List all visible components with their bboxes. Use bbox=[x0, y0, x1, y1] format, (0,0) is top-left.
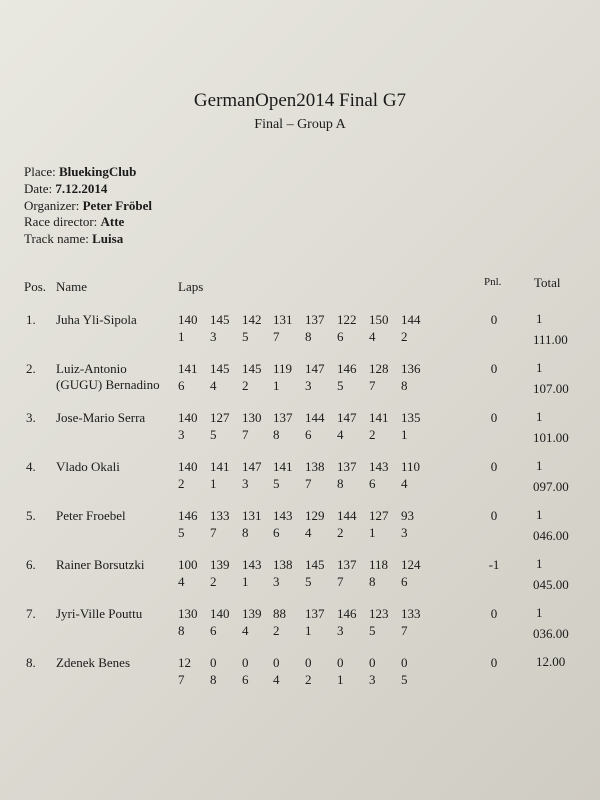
lap-count: 144 bbox=[401, 312, 421, 327]
heat-rank: 7 bbox=[242, 427, 249, 442]
lap-count: 0 bbox=[369, 655, 376, 670]
lap-count: 137 bbox=[305, 312, 325, 327]
driver-name-line1: Jose-Mario Serra bbox=[56, 410, 146, 425]
lap-count: 137 bbox=[273, 410, 293, 425]
heat-rank: 7 bbox=[273, 329, 280, 344]
column-header-penalty: Pnl. bbox=[484, 276, 502, 288]
lap-count: 135 bbox=[401, 410, 421, 425]
position: 6. bbox=[26, 557, 36, 572]
heat-rank: 3 bbox=[273, 574, 280, 589]
heat-rank: 6 bbox=[369, 476, 376, 491]
heat-rank: 3 bbox=[242, 476, 249, 491]
lap-count: 131 bbox=[242, 508, 262, 523]
penalty: 0 bbox=[490, 361, 498, 376]
heat-rank: 5 bbox=[337, 378, 344, 393]
lap-count: 138 bbox=[273, 557, 293, 572]
heat-rank: 2 bbox=[210, 574, 217, 589]
driver-name bbox=[56, 606, 142, 622]
lap-count: 137 bbox=[337, 459, 357, 474]
heat-rank: 6 bbox=[401, 574, 408, 589]
heat-rank: 5 bbox=[242, 329, 249, 344]
track-label: Track name: bbox=[24, 231, 89, 247]
heat-rank: 7 bbox=[305, 476, 312, 491]
penalty: 0 bbox=[490, 508, 498, 523]
total-secondary: 097.00 bbox=[533, 479, 569, 494]
lap-count: 123 bbox=[369, 606, 389, 621]
lap-count: 12 bbox=[178, 655, 191, 670]
heat-rank: 8 bbox=[369, 574, 376, 589]
heat-rank: 1 bbox=[273, 378, 280, 393]
lap-count: 141 bbox=[273, 459, 293, 474]
lap-count: 88 bbox=[273, 606, 286, 621]
heat-rank: 1 bbox=[337, 672, 344, 687]
total-primary: 1 bbox=[536, 458, 543, 473]
lap-count: 138 bbox=[305, 459, 325, 474]
driver-name-line1: Luiz-Antonio bbox=[56, 361, 127, 376]
lap-count: 0 bbox=[305, 655, 312, 670]
heat-rank: 6 bbox=[305, 427, 312, 442]
page-subtitle: Final – Group A bbox=[254, 117, 346, 132]
heat-rank: 4 bbox=[369, 329, 376, 344]
heat-rank: 1 bbox=[369, 525, 376, 540]
lap-count: 118 bbox=[369, 557, 389, 572]
heat-rank: 6 bbox=[178, 378, 185, 393]
lap-count: 137 bbox=[305, 606, 325, 621]
heat-rank: 7 bbox=[369, 378, 376, 393]
heat-rank: 5 bbox=[273, 476, 280, 491]
driver-name bbox=[56, 361, 160, 393]
heat-rank: 2 bbox=[401, 329, 408, 344]
lap-count: 93 bbox=[401, 508, 414, 523]
lap-count: 0 bbox=[401, 655, 408, 670]
lap-count: 124 bbox=[401, 557, 421, 572]
driver-name-line1: Rainer Borsutzki bbox=[56, 557, 145, 572]
total-primary: 1 bbox=[536, 360, 543, 375]
heat-rank: 3 bbox=[178, 427, 185, 442]
total-primary: 1 bbox=[536, 556, 543, 571]
date-label: Date: bbox=[24, 180, 53, 196]
track-value: Luisa bbox=[92, 231, 124, 247]
driver-name-line2: (GUGU) Bernadino bbox=[56, 377, 160, 392]
lap-count: 144 bbox=[337, 508, 357, 523]
heat-rank: 7 bbox=[210, 525, 217, 540]
heat-rank: 4 bbox=[305, 525, 312, 540]
lap-count: 146 bbox=[178, 508, 198, 523]
heat-rank: 8 bbox=[401, 378, 408, 393]
position: 5. bbox=[26, 508, 36, 523]
heat-rank: 2 bbox=[242, 378, 249, 393]
page-title: GermanOpen2014 Final G7 bbox=[193, 90, 407, 111]
lap-count: 145 bbox=[210, 361, 230, 376]
lap-count: 130 bbox=[242, 410, 262, 425]
heat-rank: 8 bbox=[305, 329, 312, 344]
total-secondary: 036.00 bbox=[533, 626, 569, 641]
director-label: Race director: bbox=[24, 214, 98, 230]
heat-rank: 2 bbox=[178, 476, 185, 491]
heat-rank: 5 bbox=[210, 427, 217, 442]
column-header-pos: Pos. bbox=[24, 279, 47, 294]
lap-count: 140 bbox=[178, 312, 198, 327]
heat-rank: 4 bbox=[242, 623, 249, 638]
organizer-value: Peter Fröbel bbox=[82, 197, 153, 213]
lap-count: 136 bbox=[401, 361, 421, 376]
driver-name bbox=[56, 459, 120, 475]
place-row bbox=[24, 164, 152, 181]
total-secondary: 111.00 bbox=[533, 332, 568, 347]
heat-rank: 8 bbox=[178, 623, 185, 638]
lap-count: 128 bbox=[369, 361, 389, 376]
date-row bbox=[24, 181, 152, 198]
heat-rank: 4 bbox=[337, 427, 344, 442]
place-label: Place: bbox=[24, 164, 56, 179]
lap-count: 147 bbox=[337, 410, 357, 425]
lap-count: 141 bbox=[178, 361, 198, 376]
driver-name bbox=[56, 508, 126, 524]
heat-rank: 6 bbox=[242, 672, 249, 687]
position: 2. bbox=[26, 361, 36, 376]
lap-count: 0 bbox=[337, 655, 344, 670]
position: 8. bbox=[26, 655, 36, 670]
lap-count: 0 bbox=[210, 655, 217, 670]
driver-name-line1: Juha Yli-Sipola bbox=[56, 312, 137, 327]
lap-count: 133 bbox=[210, 508, 230, 523]
heat-rank: 8 bbox=[337, 476, 344, 491]
lap-count: 133 bbox=[401, 606, 421, 621]
total-primary: 1 bbox=[536, 409, 543, 424]
total-secondary: 045.00 bbox=[533, 577, 569, 592]
lap-count: 129 bbox=[305, 508, 325, 523]
driver-name bbox=[56, 312, 137, 328]
track-row bbox=[24, 231, 152, 248]
lap-count: 139 bbox=[242, 606, 262, 621]
lap-count: 140 bbox=[178, 459, 198, 474]
column-header-name: Name bbox=[56, 279, 88, 294]
lap-count: 110 bbox=[401, 459, 421, 474]
driver-name bbox=[56, 410, 145, 426]
lap-count: 141 bbox=[369, 410, 389, 425]
total-primary: 1 bbox=[536, 311, 543, 326]
heat-rank: 1 bbox=[305, 623, 312, 638]
heat-rank: 5 bbox=[369, 623, 376, 638]
penalty: 0 bbox=[490, 655, 498, 670]
lap-count: 147 bbox=[242, 459, 262, 474]
lap-count: 130 bbox=[178, 606, 198, 621]
heat-rank: 5 bbox=[305, 574, 312, 589]
lap-count: 150 bbox=[369, 312, 389, 327]
heat-rank: 1 bbox=[242, 574, 249, 589]
driver-name bbox=[56, 557, 144, 573]
position: 1. bbox=[26, 312, 36, 327]
lap-count: 131 bbox=[273, 312, 293, 327]
director-value: Atte bbox=[100, 214, 125, 230]
lap-count: 140 bbox=[178, 410, 198, 425]
heat-rank: 5 bbox=[401, 672, 408, 687]
heat-rank: 2 bbox=[369, 427, 376, 442]
date-value: 7.12.2014 bbox=[55, 180, 108, 196]
position: 7. bbox=[26, 606, 36, 621]
heat-rank: 2 bbox=[337, 525, 344, 540]
total-secondary: 101.00 bbox=[533, 430, 569, 445]
driver-name bbox=[56, 655, 130, 671]
lap-count: 143 bbox=[369, 459, 389, 474]
total-primary: 12.00 bbox=[536, 654, 566, 669]
heat-rank: 4 bbox=[401, 476, 408, 491]
lap-count: 140 bbox=[210, 606, 230, 621]
lap-count: 145 bbox=[210, 312, 230, 327]
heat-rank: 1 bbox=[210, 476, 217, 491]
column-header-laps: Laps bbox=[178, 279, 204, 294]
total-primary: 1 bbox=[536, 605, 543, 620]
heat-rank: 2 bbox=[273, 623, 280, 638]
heat-rank: 6 bbox=[337, 329, 344, 344]
heat-rank: 8 bbox=[273, 427, 280, 442]
heat-rank: 3 bbox=[369, 672, 376, 687]
organizer-label: Organizer: bbox=[24, 197, 80, 213]
organizer-row bbox=[24, 198, 152, 215]
lap-count: 147 bbox=[305, 361, 325, 376]
penalty: 0 bbox=[490, 459, 498, 474]
heat-rank: 6 bbox=[210, 623, 217, 638]
heat-rank: 3 bbox=[305, 378, 312, 393]
driver-name-line1: Jyri-Ville Pouttu bbox=[56, 606, 143, 621]
heat-rank: 1 bbox=[178, 329, 185, 344]
total-secondary: 107.00 bbox=[533, 381, 569, 396]
director-row bbox=[24, 214, 152, 231]
heat-rank: 8 bbox=[242, 525, 249, 540]
penalty: 0 bbox=[490, 312, 498, 327]
heat-rank: 7 bbox=[178, 672, 185, 687]
heat-rank: 3 bbox=[337, 623, 344, 638]
column-header-total: Total bbox=[534, 275, 561, 290]
lap-count: 100 bbox=[178, 557, 198, 572]
lap-count: 145 bbox=[242, 361, 262, 376]
lap-count: 142 bbox=[242, 312, 262, 327]
lap-count: 0 bbox=[242, 655, 249, 670]
heat-rank: 4 bbox=[210, 378, 217, 393]
lap-count: 127 bbox=[369, 508, 389, 523]
heat-rank: 7 bbox=[401, 623, 408, 638]
lap-count: 127 bbox=[210, 410, 230, 425]
driver-name-line1: Zdenek Benes bbox=[56, 655, 131, 670]
lap-count: 139 bbox=[210, 557, 230, 572]
lap-count: 137 bbox=[337, 557, 357, 572]
place-value: BluekingClub bbox=[59, 164, 137, 179]
total-primary: 1 bbox=[536, 507, 543, 522]
race-info bbox=[24, 164, 152, 248]
lap-count: 119 bbox=[273, 361, 293, 376]
lap-count: 144 bbox=[305, 410, 325, 425]
penalty: -1 bbox=[488, 557, 500, 572]
heat-rank: 6 bbox=[273, 525, 280, 540]
penalty: 0 bbox=[490, 606, 498, 621]
lap-count: 122 bbox=[337, 312, 357, 327]
heat-rank: 7 bbox=[337, 574, 344, 589]
driver-name-line1: Peter Froebel bbox=[56, 508, 126, 523]
lap-count: 145 bbox=[305, 557, 325, 572]
heat-rank: 3 bbox=[210, 329, 217, 344]
position: 4. bbox=[26, 459, 36, 474]
position: 3. bbox=[26, 410, 36, 425]
lap-count: 0 bbox=[273, 655, 280, 670]
driver-name-line1: Vlado Okali bbox=[56, 459, 120, 474]
lap-count: 143 bbox=[273, 508, 293, 523]
heat-rank: 2 bbox=[305, 672, 312, 687]
heat-rank: 5 bbox=[178, 525, 185, 540]
heat-rank: 4 bbox=[273, 672, 280, 687]
penalty: 0 bbox=[490, 410, 498, 425]
lap-count: 146 bbox=[337, 361, 357, 376]
heat-rank: 8 bbox=[210, 672, 217, 687]
lap-count: 143 bbox=[242, 557, 262, 572]
heat-rank: 3 bbox=[401, 525, 408, 540]
lap-count: 146 bbox=[337, 606, 357, 621]
total-secondary: 046.00 bbox=[533, 528, 569, 543]
heat-rank: 1 bbox=[401, 427, 408, 442]
heat-rank: 4 bbox=[178, 574, 185, 589]
lap-count: 141 bbox=[210, 459, 230, 474]
